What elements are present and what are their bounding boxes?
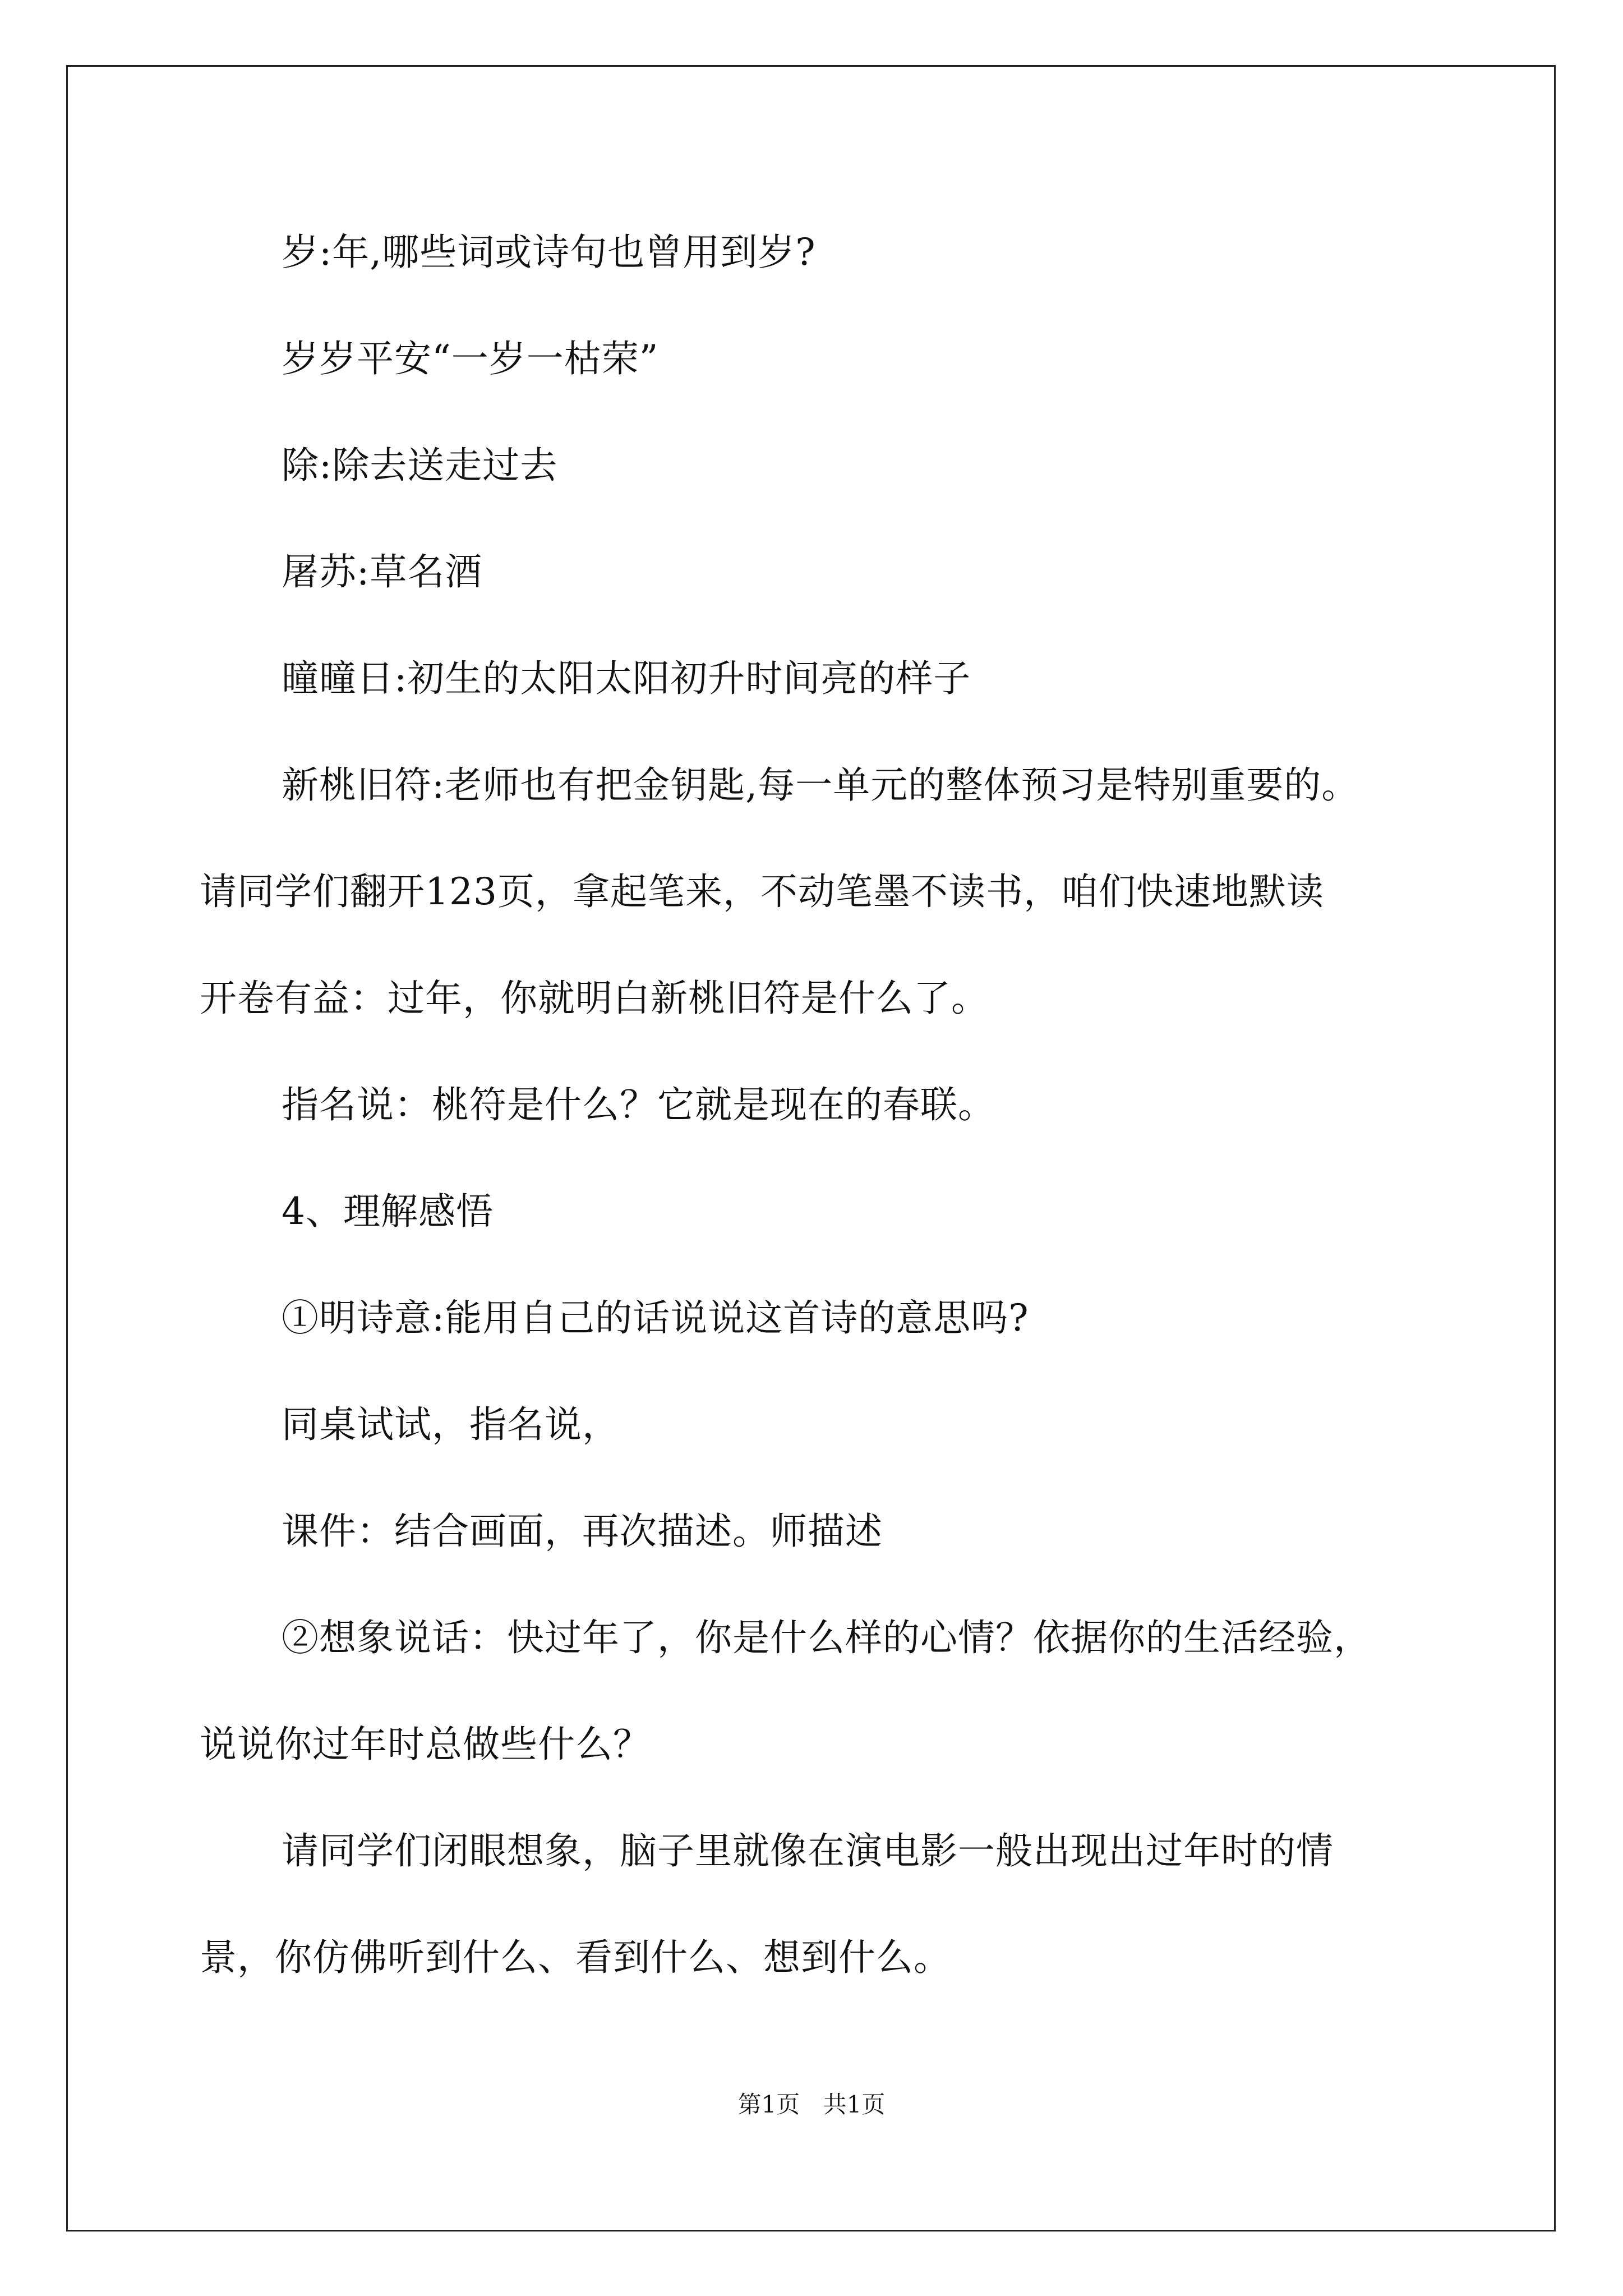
text-line-8: 开卷有益：过年，你就明白新桃旧符是什么了。 (200, 977, 989, 1020)
page-number-current: 第1页 (737, 2091, 800, 2118)
text-line-14: ②想象说话：快过年了，你是什么样的心情？依据你的生活经验， (282, 1616, 1371, 1659)
text-line-5: 曈曈日:初生的太阳太阳初升时间亮的样子 (282, 657, 971, 700)
text-line-17: 景，你仿佛听到什么、看到什么、想到什么。 (200, 1936, 951, 1979)
text-line-4: 屠苏:草名酒 (282, 550, 483, 593)
text-line-13: 课件：结合画面，再次描述。师描述 (282, 1510, 883, 1553)
text-line-3: 除:除去送走过去 (282, 444, 558, 487)
page-number-total: 共1页 (823, 2091, 886, 2118)
text-line-1: 岁:年,哪些词或诗句也曾用到岁? (282, 231, 816, 274)
text-line-12: 同桌试试，指名说， (282, 1403, 620, 1446)
page-footer (0, 2088, 1623, 2122)
text-line-2: 岁岁平安“一岁一枯荣” (282, 337, 659, 380)
text-line-15: 说说你过年时总做些什么？ (200, 1723, 651, 1766)
text-line-6: 新桃旧符:老师也有把金钥匙,每一单元的整体预习是特别重要的。 (282, 763, 1359, 807)
section-heading: 4、理解感悟 (282, 1190, 494, 1233)
text-line-16: 请同学们闭眼想象，脑子里就像在演电影一般出现出过年时的情 (282, 1829, 1334, 1872)
text-line-11: ①明诗意:能用自己的话说说这首诗的意思吗? (282, 1296, 1029, 1340)
text-line-9: 指名说：桃符是什么？它就是现在的春联。 (282, 1083, 995, 1126)
page-border (66, 65, 1556, 2231)
text-line-7: 请同学们翻开123页，拿起笔来，不动笔墨不读书，咱们快速地默读 (200, 870, 1324, 913)
